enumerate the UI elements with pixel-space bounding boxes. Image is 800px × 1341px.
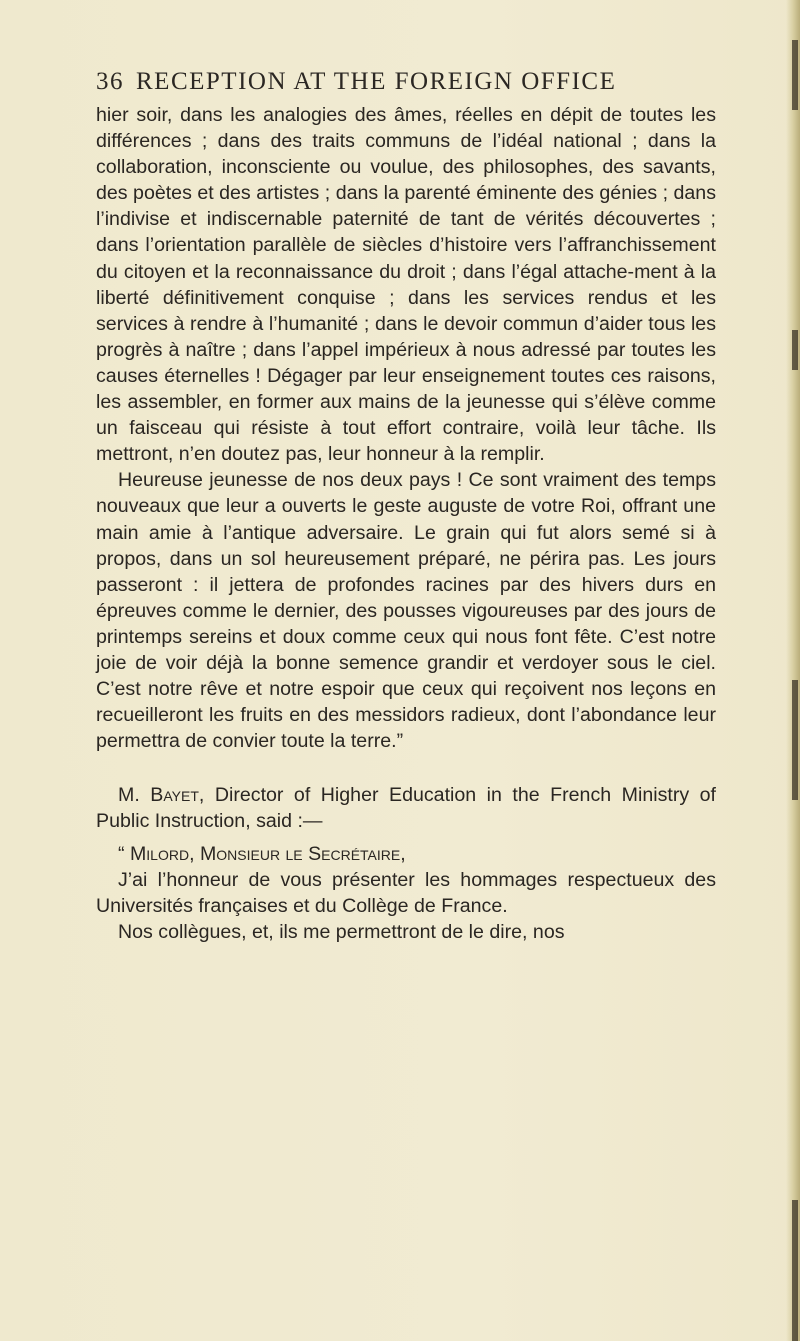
page-content [96, 68, 716, 945]
speaker-intro-text: , Director of Higher Education in the French Ministry of Public Instruction, said :— [96, 784, 716, 833]
speaker-prefix: M. [118, 784, 151, 807]
speaker-name: Bayet [150, 784, 199, 807]
edge-mark [792, 680, 798, 800]
edge-mark [792, 1200, 798, 1341]
running-title: RECEPTION AT THE FOREIGN OFFICE [136, 68, 617, 95]
edge-mark [792, 40, 798, 110]
paragraph-heureuse-jeunesse: Heureuse jeunesse de nos deux pays ! Ce sont vraiment des temps nouveaux que leur a ouverts le geste auguste de votre Roi, offrant une main amie à l’antique adversaire. Le grain qui fut alors semé si à propos, dans un sol heureusement préparé, ne périra pas. Les jours passeront : il jettera de profondes racines par des hivers durs en épreuves comme le dernier, des pousses vigoureuses par des jours de printemps sereins et doux comme ceux qui nous font fête. C’est notre joie de voir déjà la bonne semence grandir et verdoyer sous le ciel. C’est notre rêve et notre espoir que ceux qui reçoivent nos leçons en recueilleront les fruits en des messidors radieux, dont l’abondance leur permettra de convier toute la terre.” [96, 469, 716, 753]
page-edge-shadow [786, 0, 800, 1341]
paragraph-collegues: Nos collègues, et, ils me permettront de le dire, nos [118, 920, 565, 943]
paragraph-gap [96, 754, 716, 782]
paragraph-continuation: hier soir, dans les analogies des âmes, réelles en dépit de toutes les différences ; dans des traits communs de l’idéal national ; dans la collaboration, inconsciente ou voulue, des philosophes, des savants, des poètes et des artistes ; dans la parenté éminente des génies ; dans l’indivise et indiscernable paternité de tant de vérités découvertes ; dans l’orientation parallèle de siècles d’histoire vers l’affranchissement du citoyen et la reconnaissance du droit ; dans l’égal attache-ment à la liberté définitivement conquise ; dans les services rendus et les services à rendre à l’humanité ; dans le devoir commun d’aider tous les progrès à naître ; dans l’appel impérieux à nous adressé par toutes les causes éternelles ! Dégager par leur enseignement toutes ces raisons, les assembler, en former aux mains de la jeunesse qui s’élève comme un faisceau qui résiste à tout effort contraire, voilà leur tâche. Ils mettront, n’en doutez pas, leur honneur à la remplir. [96, 104, 716, 466]
edge-mark [792, 330, 798, 370]
running-head [96, 68, 716, 96]
page-number: 36 [96, 68, 124, 95]
speaker-introduction [96, 782, 716, 834]
paragraph-hommages: J’ai l’honneur de vous présenter les hommages respectueux des Universités françaises et du Collège de France. [96, 868, 716, 917]
salutation: “ Milord, Monsieur le Secrétaire, [118, 842, 406, 865]
